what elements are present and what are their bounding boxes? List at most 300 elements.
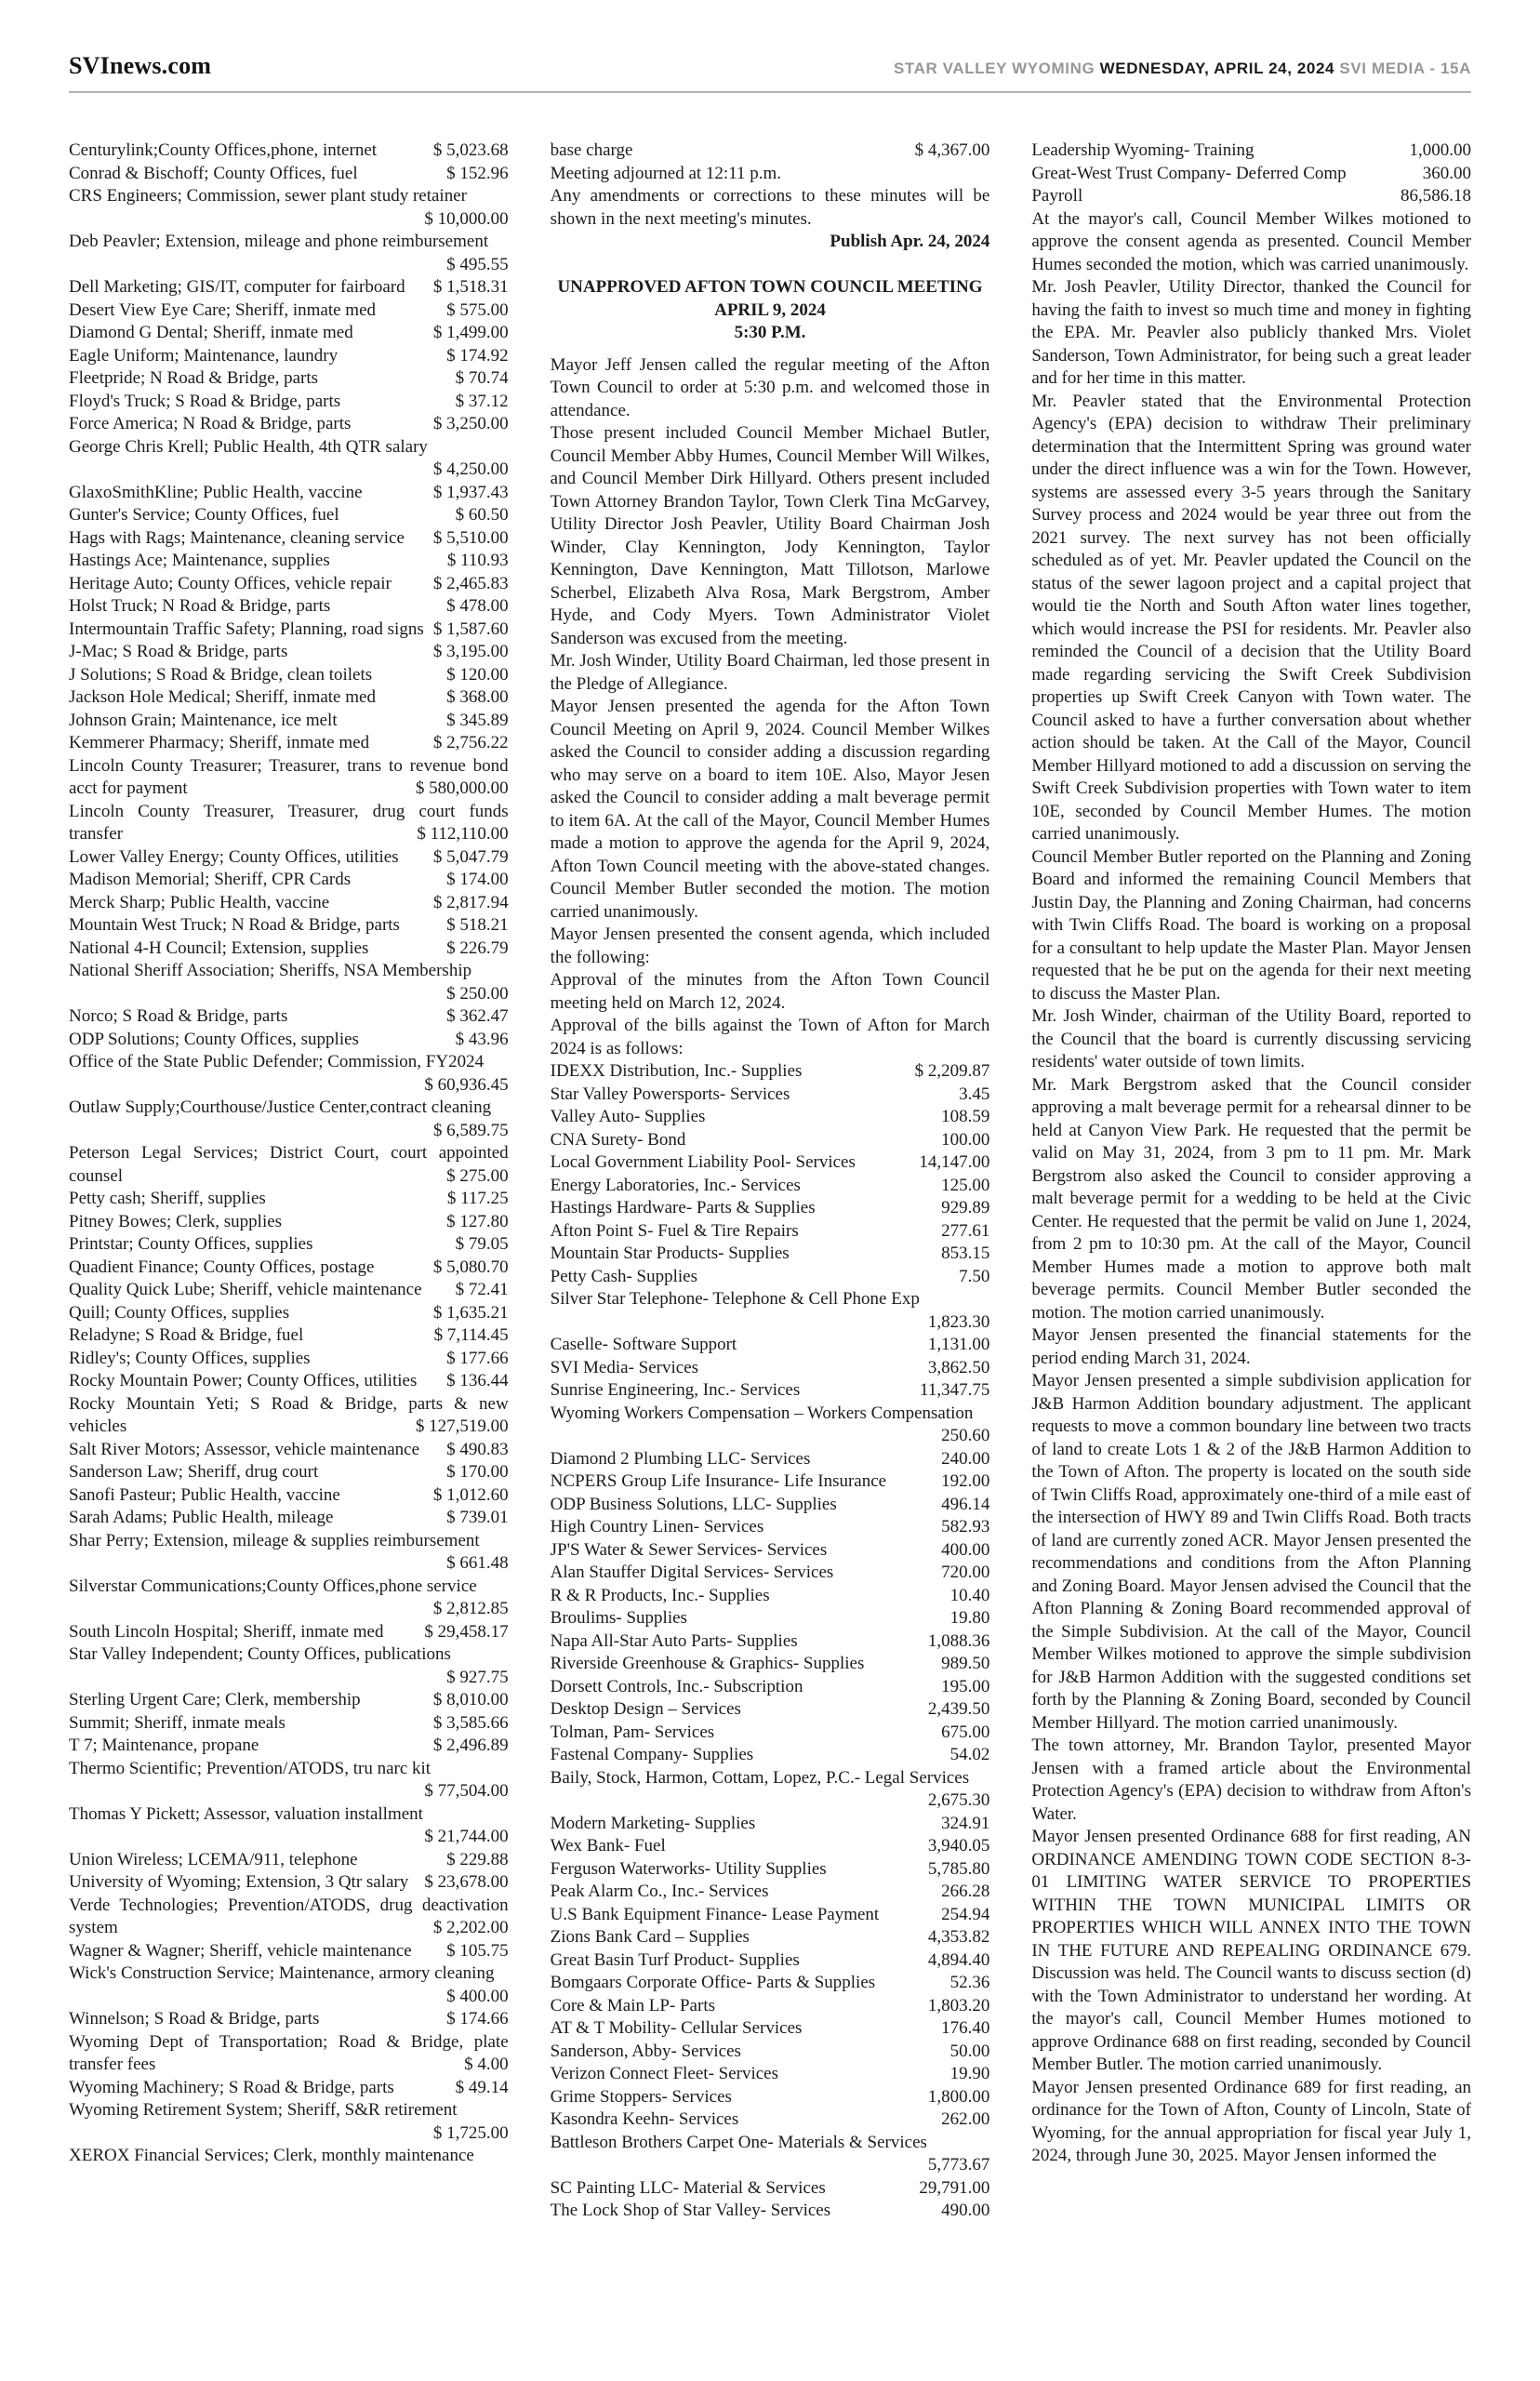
bill-amount: 1,823.30 (927, 1311, 990, 1332)
ledger-entry (69, 641, 509, 664)
bill-entry (551, 1676, 990, 1699)
ledger-desc: Rocky Mountain Power; County Offices, utilities (69, 1371, 418, 1390)
minutes-paragraph: Mr. Josh Winder, Utility Board Chairman, led those present in the Pledge of Allegiance. (550, 651, 990, 694)
ledger-amount: $ 4,367.00 (914, 140, 990, 160)
ledger-entry (69, 914, 509, 938)
ledger-amount: $ 2,817.94 (432, 892, 509, 912)
bill-desc: Grime Stoppers- Services (550, 2086, 732, 2107)
bill-entry (551, 1516, 990, 1539)
bill-desc: Wyoming Workers Compensation – Workers Compensation (550, 1403, 974, 1423)
ledger-desc: ODP Solutions; County Offices, supplies (69, 1029, 359, 1049)
bill-entry (551, 1106, 990, 1129)
ledger-amount: $ 29,458.17 (424, 1621, 509, 1642)
bill-desc: IDEXX Distribution, Inc.- Supplies (550, 1061, 803, 1081)
bill-desc: AT & T Mobility- Cellular Services (550, 2018, 803, 2038)
ledger-entry (69, 1962, 509, 2008)
bill-amount: 176.40 (941, 2018, 990, 2038)
ledger-entry (69, 1257, 509, 1280)
minutes-paragraph: The town attorney, Mr. Brandon Taylor, presented Mayor Jensen with a framed article about the Environmental Protection Agency's (EPA) decision to withdraw from Afton's Water. (1031, 1736, 1472, 1824)
ledger-entry (69, 595, 509, 619)
ledger-amount: $ 1,587.60 (432, 619, 509, 639)
ledger-amount: $ 368.00 (446, 687, 509, 707)
bill-amount: 4,894.40 (927, 1949, 990, 1970)
ledger-entry (69, 1621, 509, 1644)
ledger-entry (69, 1348, 509, 1371)
ledger-entry (69, 1940, 509, 1963)
ledger-desc: Petty cash; Sheriff, supplies (69, 1189, 266, 1208)
ledger-desc: J Solutions; S Road & Bridge, clean toilets (69, 664, 373, 685)
minutes-paragraph: Council Member Butler reported on the Planning and Zoning Board and informed the remaining Council Members that Justin Day, the Planning and Zoning Chairman, had concerns with Twin Cliffs Road. The board is working on a proposal for a consultant to help update the Master Plan. Mayor Jensen requested that he be put on the agenda for their next meeting to discuss the Master Plan. (1031, 846, 1472, 1004)
bill-entry (551, 1767, 990, 1813)
minutes-paragraph: Mayor Jensen presented the consent agenda, which included the following: (550, 924, 990, 967)
bill-desc: Baily, Stock, Harmon, Cottam, Lopez, P.C.- Legal Services (550, 1767, 970, 1788)
ledger-entry (69, 710, 509, 733)
bill-entry (551, 1630, 990, 1654)
bill-amount: 254.94 (941, 1904, 990, 1924)
ledger-desc: Eagle Uniform; Maintenance, laundry (69, 345, 339, 366)
bill-desc: Broulims- Supplies (550, 1608, 687, 1628)
ledger-amount: $ 3,585.66 (432, 1712, 509, 1733)
bill-desc: Local Government Liability Pool- Services (550, 1152, 856, 1172)
ledger-entry (69, 1712, 509, 1736)
minutes-closing-paragraph: Meeting adjourned at 12:11 p.m. (550, 163, 782, 183)
bill-amount: 19.80 (949, 1608, 990, 1628)
bill-entry (551, 1470, 990, 1494)
bill-entry (551, 1562, 990, 1585)
ledger-amount: $ 518.21 (446, 915, 509, 935)
ledger-amount: $ 152.96 (446, 163, 509, 183)
ledger-entry (69, 163, 509, 186)
bill-amount: 4,353.82 (927, 1927, 990, 1947)
bill-entry (1031, 163, 1471, 186)
bill-desc: U.S Bank Equipment Finance- Lease Payment (550, 1904, 880, 1924)
ledger-amount: $ 575.00 (446, 299, 509, 320)
minutes-paragraph: Mayor Jensen presented a simple subdivision application for J&B Harmon Addition boundary adjustment. The applicant requests to move a common boundary line between two tracts of land to create Lots 1 & 2 of the J&B Harmon Addition to the Town of Afton. The property is located on the south side of Twin Cliffs Road, approximately one-third of a mile east of the intersection of HWY 89 and Twin Cliffs Road. Both tracts of land are currently zoned ACR. Mayor Jensen presented the recommendations and conditions from the Afton Planning and Zoning Board. Mayor Jensen advised the Council that the Afton Planning & Zoning Board recommended approval of the Simple Subdivision. At the call of the Mayor, Council Member Wilkes motioned to approve the simple subdivision for J&B Harmon Addition with the suggested conditions set forth by the Planning & Zoning Board, seconded by Council Member Hillyard. The motion carried unanimously. (1031, 1371, 1472, 1733)
bill-entry (551, 1060, 990, 1084)
ledger-amount: $ 226.79 (446, 938, 509, 958)
ledger-desc: Ridley's; County Offices, supplies (69, 1348, 311, 1368)
ledger-entry (69, 755, 509, 801)
bill-amount: 853.15 (941, 1244, 990, 1263)
bill-entry (551, 2041, 990, 2064)
ledger-amount: $ 4,250.00 (432, 459, 509, 479)
masthead-location: STAR VALLEY WYOMING (893, 60, 1095, 77)
bill-entry (551, 2177, 990, 2201)
ledger-desc: base charge (550, 140, 633, 160)
ledger-amount: $ 37.12 (455, 391, 509, 411)
bill-desc: Energy Laboratories, Inc.- Services (550, 1175, 801, 1195)
bill-amount: 2,439.50 (927, 1699, 990, 1719)
ledger-desc: T 7; Maintenance, propane (69, 1736, 259, 1755)
ledger-desc: Peterson Legal Services; District Court, court appointed counsel (69, 1143, 509, 1186)
bill-desc: Leadership Wyoming- Training (1031, 140, 1255, 160)
ledger-entry (69, 1211, 509, 1234)
bill-desc: R & R Products, Inc.- Supplies (550, 1585, 770, 1605)
ledger-entry (69, 664, 509, 687)
ledger-entry (69, 231, 509, 276)
bill-desc: Verizon Connect Fleet- Services (550, 2064, 779, 2083)
bill-entry (551, 1881, 990, 1904)
bill-entry (551, 1904, 990, 1927)
bill-desc: Desktop Design – Services (550, 1699, 741, 1719)
ledger-desc: Sarah Adams; Public Health, mileage (69, 1508, 334, 1527)
bill-entry (551, 1129, 990, 1152)
ledger-entry (69, 2031, 509, 2077)
minutes-paragraph: At the mayor's call, Council Member Wilkes motioned to approve the consent agenda as presented. Council Member Humes seconded the motion, which was carried unanimously. (1031, 208, 1472, 274)
ledger-amount: $ 5,080.70 (432, 1257, 509, 1277)
ledger-amount: $ 177.66 (446, 1348, 509, 1368)
column-2 (551, 140, 990, 2223)
bill-amount: 490.00 (941, 2201, 990, 2220)
bill-entry (551, 1995, 990, 2018)
bill-entry (551, 1084, 990, 1107)
ledger-amount: $ 661.48 (446, 1553, 509, 1573)
ledger-amount: $ 8,010.00 (432, 1690, 509, 1709)
minutes-paragraph: Mr. Peavler stated that the Environmental Protection Agency's (EPA) decision to withdraw Their preliminary determination that the Intermittent Spring was ground water under the direct influence was a win for the Town. However, systems are assessed every 3-5 years through the Sanitary Survey process and 2024 would be year three out from the 2021 survey. The next survey has not been officially scheduled as of yet. Mr. Peavler updated the Council on the status of the sewer lagoon project and a capital project that would tie the North and South Afton water lines together, which would increase the PSI for residents. Mr. Peavler also reminded the Council of a decision that the Utility Board made regarding servicing the Swift Creek Subdivision properties up Swift Creek Canyon with Town water. The Council asked to have a further conversation about whether action should be taken. At the Call of the Mayor, Council Member Hillyard motioned to add a discussion on serving the Swift Creek Subdivision properties with Town water to item 10E, seconded by Council Member Humes. The motion carried unanimously. (1031, 391, 1472, 844)
ledger-amount: $ 3,195.00 (432, 642, 509, 661)
bill-desc: Diamond 2 Plumbing LLC- Services (550, 1448, 811, 1469)
minutes-paragraph: Mr. Josh Peavler, Utility Director, thanked the Council for having the faith to invest so much time and money in fighting the EPA. Mr. Peavler also publicly thanked Mrs. Violet Sanderson, Town Administrator, for being such a great leader and for her time in this matter. (1031, 277, 1472, 388)
bill-desc: JP'S Water & Sewer Services- Services (550, 1539, 828, 1560)
ledger-entry (69, 1735, 509, 1758)
ledger-amount: $ 72.41 (455, 1280, 509, 1299)
minutes-closing-paragraph: Any amendments or corrections to these minutes will be shown in the next meeting's minutes. (550, 186, 990, 229)
ledger-entry (69, 1576, 509, 1621)
bill-entry (551, 1220, 990, 1244)
county-ledger (69, 140, 509, 2168)
ledger-desc: Heritage Auto; County Offices, vehicle repair (69, 573, 392, 593)
bill-desc: Star Valley Powersports- Services (550, 1084, 790, 1104)
bill-entry (551, 2063, 990, 2086)
ledger-amount: $ 174.92 (446, 345, 509, 366)
bill-amount: 1,800.00 (927, 2086, 990, 2107)
ledger-desc: Quadient Finance; County Offices, postage (69, 1257, 375, 1277)
ledger-amount: $ 927.75 (446, 1667, 509, 1687)
ledger-desc: Printstar; County Offices, supplies (69, 1234, 313, 1254)
column-3 (1031, 140, 1471, 2223)
bill-entry (551, 2108, 990, 2132)
bill-desc: SVI Media- Services (550, 1357, 699, 1377)
bill-desc: Silver Star Telephone- Telephone & Cell Phone Exp (550, 1289, 920, 1309)
ledger-amount: $ 275.00 (446, 1165, 509, 1186)
ledger-amount: $ 1,725.00 (432, 2122, 509, 2143)
ledger-amount: $ 4.00 (464, 2055, 509, 2074)
bill-amount: 277.61 (941, 1220, 990, 1241)
page-columns (69, 140, 1471, 2223)
masthead (69, 0, 1471, 80)
ledger-entry (69, 732, 509, 755)
ledger-amount: $ 1,937.43 (432, 482, 509, 502)
ledger-desc: Dell Marketing; GIS/IT, computer for fairboard (69, 277, 405, 297)
ledger-desc: Conrad & Bischoff; County Offices, fuel (69, 163, 358, 183)
minutes-paragraph: Mayor Jensen presented Ordinance 688 for first reading, AN ORDINANCE AMENDING TOWN CODE SECTION 8-3-01 LIMITING WATER SERVICE TO PROPERTIES WITHIN THE TOWN MUNICIPAL LIMITS OR PROPERTIES WHICH WILL ANNEX INTO THE TOWN IN THE FUTURE AND REPEALING ORDINANCE 679. Discussion was held. The Council wants to discuss section (d) with the Town Administrator to understand her wording. At the mayor's call, Council Member Humes motioned to approve Ordinance 688 on first reading, seconded by Council Member Butler. The motion carried unanimously. (1031, 1827, 1472, 2074)
bill-amount: 1,803.20 (927, 1995, 990, 2015)
minutes-closing (551, 163, 990, 232)
ledger-desc: Union Wireless; LCEMA/911, telephone (69, 1849, 358, 1869)
bill-desc: Tolman, Pam- Services (550, 1722, 715, 1742)
minutes-body (551, 354, 990, 1061)
ledger-amount: $ 174.00 (446, 870, 509, 889)
ledger-desc: Wyoming Machinery; S Road & Bridge, parts (69, 2077, 394, 2097)
ledger-entry (69, 1849, 509, 1872)
ledger-desc: Lower Valley Energy; County Offices, utilities (69, 846, 399, 867)
bill-entry (551, 1288, 990, 1334)
bill-desc: Afton Point S- Fuel & Tire Repairs (550, 1220, 799, 1241)
ledger-amount: $ 136.44 (446, 1371, 509, 1390)
ledger-amount: $ 2,465.83 (432, 573, 509, 593)
bill-amount: 250.60 (941, 1426, 990, 1445)
ledger-amount: $ 23,678.00 (424, 1872, 509, 1892)
ledger-amount: $ 6,589.75 (432, 1120, 509, 1140)
ledger-desc: Centurylink;County Offices,phone, internet (69, 140, 378, 160)
ledger-amount: $ 105.75 (446, 1940, 509, 1961)
ledger-desc: Sterling Urgent Care; Clerk, membership (69, 1690, 361, 1709)
ledger-entry (69, 1439, 509, 1462)
bill-entry (551, 1494, 990, 1517)
ledger-amount: $ 49.14 (455, 2077, 509, 2097)
ledger-amount: $ 112,110.00 (417, 824, 509, 844)
bill-amount: 50.00 (949, 2041, 990, 2061)
ledger-desc: Deb Peavler; Extension, mileage and phone reimbursement (69, 232, 489, 251)
ledger-desc: Gunter's Service; County Offices, fuel (69, 505, 339, 525)
bill-entry (1031, 140, 1471, 163)
bill-amount: $ 2,209.87 (914, 1061, 990, 1081)
site-name: SVInews.com (69, 52, 212, 79)
ledger-amount: $ 110.93 (446, 551, 509, 570)
ledger-desc: Winnelson; S Road & Bridge, parts (69, 2009, 320, 2029)
ledger-amount: $ 120.00 (446, 664, 509, 685)
ledger-amount: $ 345.89 (446, 710, 509, 730)
ledger-entry (69, 391, 509, 414)
ledger-entry (69, 1530, 509, 1576)
ledger-desc: Sanofi Pasteur; Public Health, vaccine (69, 1484, 340, 1505)
bill-amount: 400.00 (941, 1539, 990, 1560)
ledger-desc: Outlaw Supply;Courthouse/Justice Center,contract cleaning (69, 1097, 492, 1117)
bill-entry (551, 2132, 990, 2177)
bill-entry (551, 1949, 990, 1973)
bill-entry (551, 1403, 990, 1448)
minutes-body-continued (1031, 208, 1471, 2168)
bill-entry (551, 1722, 990, 1745)
bill-desc: Wex Bank- Fuel (550, 1836, 666, 1856)
ledger-entry (69, 299, 509, 323)
bill-entry (551, 1972, 990, 1995)
ledger-desc: Madison Memorial; Sheriff, CPR Cards (69, 870, 352, 889)
ledger-entry (69, 1302, 509, 1325)
bill-amount: 100.00 (941, 1129, 990, 1150)
ledger-entry (69, 1188, 509, 1211)
ledger-amount: $ 5,047.79 (432, 846, 509, 867)
bill-amount: 195.00 (941, 1676, 990, 1696)
bill-entry (551, 1334, 990, 1357)
ledger-entry (69, 1370, 509, 1393)
ledger-amount: $ 2,756.22 (432, 733, 509, 752)
ledger-entry (69, 322, 509, 345)
ledger-desc: Sanderson Law; Sheriff, drug court (69, 1462, 319, 1482)
ledger-desc: Johnson Grain; Maintenance, ice melt (69, 710, 338, 730)
bill-amount: 192.00 (941, 1471, 990, 1491)
ledger-amount: $ 2,812.85 (432, 1599, 509, 1618)
ledger-desc: George Chris Krell; Public Health, 4th QTR salary (69, 436, 428, 457)
ledger-desc: Merck Sharp; Public Health, vaccine (69, 892, 330, 912)
town-bills-continued (1031, 140, 1471, 208)
masthead-date: WEDNESDAY, APRIL 24, 2024 (1099, 60, 1335, 77)
bill-amount: 266.28 (941, 1882, 990, 1901)
bill-amount: 14,147.00 (919, 1152, 990, 1172)
ledger-amount: $ 7,114.45 (433, 1325, 509, 1345)
meeting-heading-line: APRIL 9, 2024 (714, 299, 826, 320)
ledger-desc: Lincoln County Treasurer, Treasurer, drug court funds transfer (69, 801, 509, 844)
bill-amount: 496.14 (941, 1494, 990, 1514)
bill-desc: Battleson Brothers Carpet One- Materials & Services (550, 2132, 927, 2152)
bill-desc: ODP Business Solutions, LLC- Supplies (550, 1494, 837, 1514)
bill-desc: Sunrise Engineering, Inc.- Services (550, 1380, 801, 1400)
ledger-desc: Hags with Rags; Maintenance, cleaning service (69, 527, 405, 548)
bill-amount: 108.59 (941, 1107, 990, 1126)
ledger-entry (69, 1324, 509, 1348)
bill-amount: 19.90 (949, 2064, 990, 2083)
bill-desc: Alan Stauffer Digital Services- Services (550, 1563, 834, 1582)
ledger-desc: J-Mac; S Road & Bridge, parts (69, 642, 288, 661)
ledger-entry (69, 801, 509, 846)
ledger-desc: Quality Quick Lube; Sheriff, vehicle maintenance (69, 1280, 422, 1299)
bill-desc: Ferguson Waterworks- Utility Supplies (550, 1858, 827, 1879)
bill-amount: 10.40 (949, 1585, 990, 1605)
ledger-entry (69, 1507, 509, 1530)
ledger-desc: Fleetpride; N Road & Bridge, parts (69, 368, 319, 388)
bill-amount: 52.36 (949, 1973, 990, 1992)
meeting-heading-line: UNAPPROVED AFTON TOWN COUNCIL MEETING (557, 277, 983, 297)
ledger-amount: $ 117.25 (446, 1189, 509, 1208)
bill-amount: 125.00 (941, 1175, 990, 1195)
ledger-amount: $ 79.05 (455, 1234, 509, 1254)
ledger-desc: CRS Engineers; Commission, sewer plant study retainer (69, 186, 467, 206)
ledger-entry (69, 1233, 509, 1257)
masthead-divider (69, 91, 1471, 93)
bill-desc: Mountain Star Products- Supplies (550, 1244, 790, 1263)
ledger-amount: $ 5,023.68 (432, 140, 509, 160)
bill-desc: SC Painting LLC- Material & Services (550, 2177, 826, 2198)
bill-entry (551, 1744, 990, 1767)
bill-desc: Core & Main LP- Parts (550, 1995, 715, 2015)
bill-desc: Petty Cash- Supplies (550, 1266, 698, 1286)
bill-amount: 929.89 (941, 1198, 990, 1217)
ledger-entry (69, 2077, 509, 2100)
minutes-paragraph: Mayor Jensen presented Ordinance 689 for first reading, an ordinance for the Town of Afton, County of Lincoln, State of Wyoming, for the annual appropriation for fiscal year July 1, 2024, through June 30, 2025. Mayor Jensen informed the (1031, 2077, 1472, 2165)
bill-desc: Fastenal Company- Supplies (550, 1745, 754, 1764)
bill-amount: 7.50 (959, 1266, 990, 1286)
ledger-amount: $ 127.80 (446, 1211, 509, 1231)
bill-entry (1031, 185, 1471, 208)
bill-entry (551, 1813, 990, 1836)
bill-entry (551, 1607, 990, 1630)
ledger-desc: Wagner & Wagner; Sheriff, vehicle maintenance (69, 1940, 412, 1961)
ledger-entry (69, 345, 509, 368)
bill-desc: Valley Auto- Supplies (550, 1107, 706, 1126)
ledger-entry (69, 686, 509, 710)
ledger-desc: GlaxoSmithKline; Public Health, vaccine (69, 482, 363, 502)
masthead-right (894, 60, 1471, 78)
bill-desc: High Country Linen- Services (550, 1517, 764, 1536)
bill-amount: 1,131.00 (927, 1335, 990, 1354)
bill-desc: Payroll (1031, 186, 1083, 206)
ledger-desc: Salt River Motors; Assessor, vehicle maintenance (69, 1439, 420, 1459)
ledger-desc: Lincoln County Treasurer; Treasurer, trans to revenue bond acct for payment (69, 755, 509, 798)
bill-amount: 5,785.80 (927, 1858, 990, 1879)
bill-entry (551, 2017, 990, 2041)
ledger-amount: $ 174.66 (446, 2009, 509, 2029)
bill-amount: 720.00 (941, 1563, 990, 1582)
ledger-desc: Force America; N Road & Bridge, parts (69, 414, 352, 433)
ledger-entry (69, 140, 509, 163)
ledger-amount: $ 127,519.00 (415, 1417, 509, 1436)
ledger-amount: $ 1,518.31 (432, 277, 509, 297)
ledger-entry (69, 1393, 509, 1439)
bill-desc: Great-West Trust Company- Deferred Comp (1031, 163, 1347, 183)
ledger-desc: Summit; Sheriff, inmate meals (69, 1712, 285, 1733)
bill-amount: 324.91 (941, 1813, 990, 1833)
masthead-edition: SVI MEDIA - 15A (1339, 60, 1471, 77)
bill-amount: 11,347.75 (920, 1380, 990, 1400)
bill-desc: Napa All-Star Auto Parts- Supplies (550, 1630, 798, 1651)
ledger-amount: $ 43.96 (455, 1029, 509, 1049)
ledger-amount: $ 10,000.00 (424, 208, 509, 229)
bill-desc: Peak Alarm Co., Inc.- Services (550, 1882, 769, 1901)
ledger-desc: Mountain West Truck; N Road & Bridge, parts (69, 915, 400, 935)
ledger-desc: Kemmerer Pharmacy; Sheriff, inmate med (69, 733, 370, 752)
bill-amount: 240.00 (941, 1448, 990, 1469)
minutes-paragraph: Mr. Mark Bergstrom asked that the Council consider approving a malt beverage permit for a rehearsal dinner to be held at Canyon View Park. He requested that the permit be valid on May 31, 2024, from 3 pm to 11 pm. Mr. Mark Bergstrom also asked the Council to consider approving a malt beverage permit for a wedding to be held at the Civic Center. He requested that the permit be valid on June 1, 2024, from 2 pm to 10:30 pm. At the call of the Mayor, Council Member Humes made a motion to approve both malt beverage permits. Council Member Butler seconded the motion. The motion carried unanimously. (1031, 1074, 1472, 1323)
ledger-entry (69, 1051, 509, 1097)
meeting-heading-line: 5:30 P.M. (734, 323, 806, 342)
ledger-desc: Rocky Mountain Yeti; S Road & Bridge, parts & new vehicles (69, 1393, 509, 1436)
bill-desc: NCPERS Group Life Insurance- Life Insurance (550, 1471, 887, 1491)
ledger-desc: Holst Truck; N Road & Bridge, parts (69, 596, 331, 616)
ledger-amount: $ 77,504.00 (424, 1781, 509, 1801)
bill-desc: Zions Bank Card – Supplies (550, 1927, 750, 1947)
bill-desc: Riverside Greenhouse & Graphics- Supplies (550, 1654, 865, 1673)
bill-entry (551, 1585, 990, 1608)
ledger-desc: Jackson Hole Medical; Sheriff, inmate med (69, 687, 376, 707)
ledger-entry (69, 1803, 509, 1849)
ledger-entry (69, 1005, 509, 1029)
bill-amount: 582.93 (941, 1517, 990, 1536)
bill-amount: 1,000.00 (1409, 140, 1472, 160)
bill-entry (551, 1266, 990, 1289)
bill-amount: 675.00 (941, 1722, 990, 1742)
ledger-entry (69, 1871, 509, 1895)
ledger-desc: Norco; S Road & Bridge, parts (69, 1006, 288, 1026)
ledger-desc: Thermo Scientific; Prevention/ATODS, tru narc kit (69, 1758, 431, 1778)
ledger-entry (551, 140, 990, 163)
ledger-desc: Shar Perry; Extension, mileage & supplies reimbursement (69, 1530, 480, 1550)
ledger-amount: $ 2,202.00 (432, 1918, 509, 1937)
column-1 (69, 140, 509, 2223)
ledger-entry (69, 367, 509, 391)
bill-desc: The Lock Shop of Star Valley- Services (550, 2201, 831, 2220)
ledger-amount: $ 490.83 (446, 1439, 509, 1459)
ledger-amount: $ 478.00 (446, 596, 509, 616)
meeting-heading (551, 276, 990, 345)
ledger-entry (69, 436, 509, 482)
ledger-desc: National Sheriff Association; Sheriffs, NSA Membership (69, 961, 472, 980)
publish-line: Publish Apr. 24, 2024 (830, 232, 990, 251)
ledger-desc: Wick's Construction Service; Maintenance, armory cleaning (69, 1963, 495, 1983)
ledger-desc: Desert View Eye Care; Sheriff, inmate med (69, 299, 377, 320)
bill-entry (551, 1653, 990, 1676)
ledger-entry (69, 960, 509, 1005)
ledger-amount: $ 1,635.21 (432, 1302, 509, 1323)
